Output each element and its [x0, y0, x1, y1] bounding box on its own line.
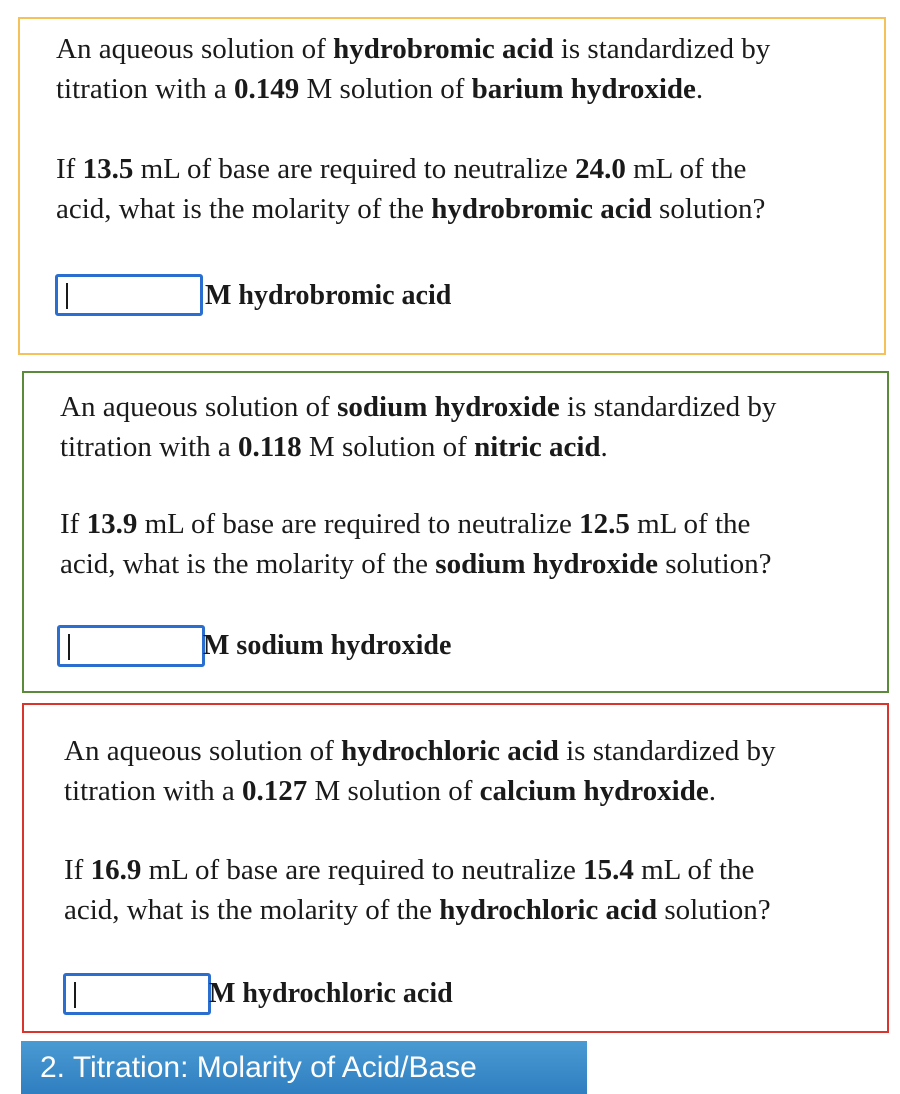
text: is standardized by [553, 33, 771, 65]
text-cursor [74, 982, 76, 1008]
problem-statement [64, 731, 776, 811]
problem-statement [60, 387, 776, 467]
text-bold: hydrochloric acid [439, 894, 658, 926]
molarity-answer-box[interactable] [55, 274, 203, 316]
text: An aqueous solution of [60, 391, 338, 423]
molarity-answer-box[interactable] [57, 625, 205, 667]
text: . [600, 431, 608, 463]
text: If [64, 854, 91, 886]
text: mL of the [629, 508, 751, 540]
problem-panel-sodium-hydroxide [22, 371, 889, 693]
molarity-answer-input[interactable] [60, 628, 202, 664]
text: mL of the [633, 854, 755, 886]
problem-statement [56, 29, 770, 109]
text: solution? [651, 193, 766, 225]
text: titration with a [60, 431, 238, 463]
text: titration with a [56, 73, 234, 105]
text-bold: nitric acid [474, 431, 601, 463]
answer-unit-label: M hydrobromic acid [205, 280, 452, 311]
molarity-answer-input[interactable] [58, 277, 200, 313]
section-title: 2. Titration: Molarity of Acid/Base [40, 1051, 477, 1084]
text: is standardized by [559, 391, 777, 423]
text: If [60, 508, 87, 540]
acid-volume-value: 24.0 [575, 153, 626, 185]
text: mL of base are required to neutralize [137, 508, 580, 540]
text: titration with a [64, 775, 242, 807]
text: solution? [657, 548, 772, 580]
text: is standardized by [558, 735, 776, 767]
text: An aqueous solution of [56, 33, 334, 65]
concentration-value: 0.127 [242, 775, 308, 807]
text-bold: sodium hydroxide [435, 548, 658, 580]
text: mL of the [625, 153, 747, 185]
text-bold: hydrobromic acid [333, 33, 554, 65]
text: mL of base are required to neutralize [141, 854, 584, 886]
base-volume-value: 16.9 [90, 854, 142, 886]
problem-question [56, 149, 765, 229]
answer-unit-label: M sodium hydroxide [203, 630, 452, 661]
concentration-value: 0.118 [238, 431, 302, 463]
text-bold: sodium hydroxide [337, 391, 560, 423]
problem-panel-hydrochloric-acid [22, 703, 889, 1033]
acid-volume-value: 12.5 [579, 508, 630, 540]
text-bold: hydrochloric acid [341, 735, 559, 767]
answer-unit-label: M hydrochloric acid [209, 978, 453, 1009]
problem-panel-hydrobromic-acid [18, 17, 886, 355]
text: . [708, 775, 716, 807]
concentration-value: 0.149 [234, 73, 300, 105]
molarity-answer-input[interactable] [66, 976, 208, 1012]
text: mL of base are required to neutralize [133, 153, 576, 185]
text: acid, what is the molarity of the [60, 548, 436, 580]
text: M solution of [301, 431, 475, 463]
text: If [56, 153, 83, 185]
text-cursor [66, 283, 68, 309]
text: M solution of [299, 73, 472, 105]
text: acid, what is the molarity of the [56, 193, 432, 225]
molarity-answer-box[interactable] [63, 973, 211, 1015]
text-bold: calcium hydroxide [479, 775, 709, 807]
text-cursor [68, 634, 70, 660]
text-bold: hydrobromic acid [431, 193, 652, 225]
text: M solution of [307, 775, 480, 807]
base-volume-value: 13.5 [82, 153, 134, 185]
text-bold: barium hydroxide [471, 73, 696, 105]
problem-question [64, 850, 771, 930]
text: . [695, 73, 704, 105]
acid-volume-value: 15.4 [583, 854, 634, 886]
problem-question [60, 504, 772, 584]
section-header-bar [21, 1041, 587, 1094]
base-volume-value: 13.9 [86, 508, 138, 540]
text: solution? [657, 894, 771, 926]
text: acid, what is the molarity of the [64, 894, 440, 926]
text: An aqueous solution of [64, 735, 342, 767]
